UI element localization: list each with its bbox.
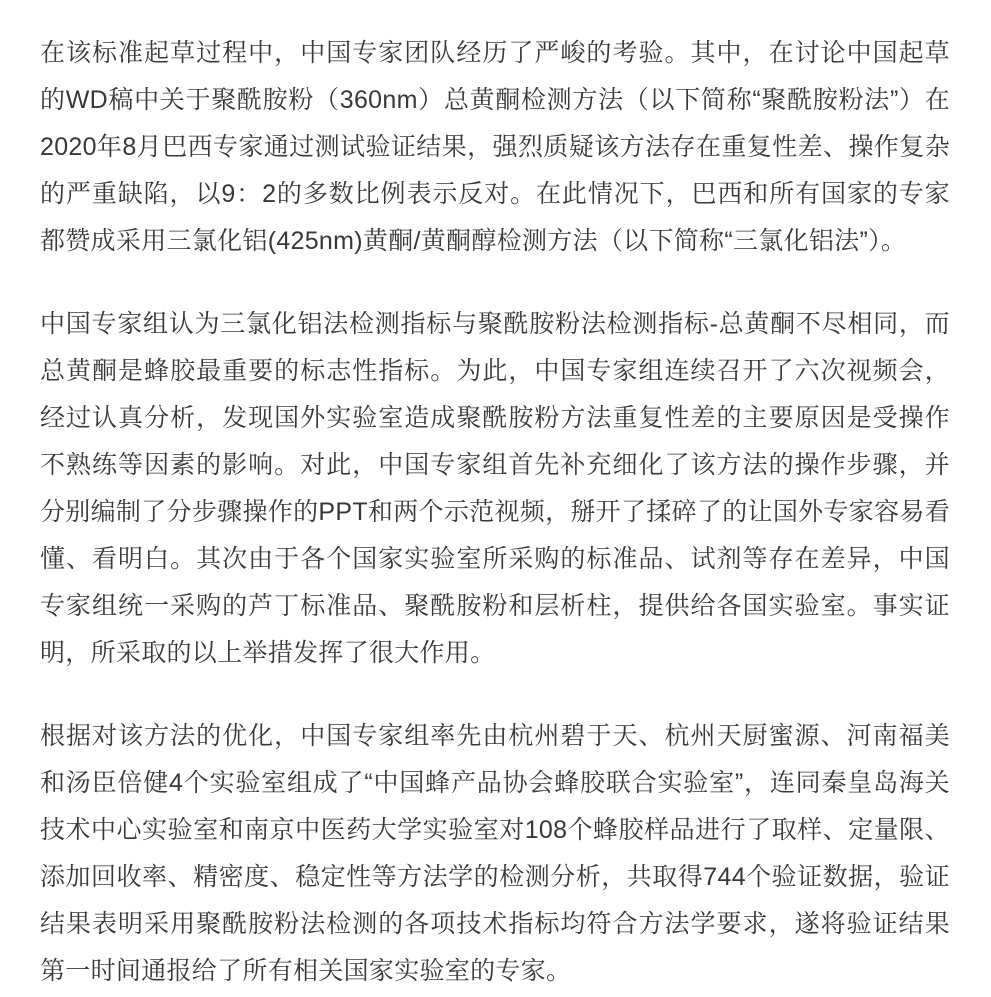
paragraph-joint-lab-verification: 根据对该方法的优化，中国专家组率先由杭州碧于天、杭州天厨蜜源、河南福美和汤臣倍健4个实验室组成了“中国蜂产品协会蜂胶联合实验室”，连同秦皇岛海关技术中心实验室和南京中医药大学实验室对108个蜂胶样品进行了取样、定量限、添加回收率、精密度、稳定性等方法学的检测分析，共取得744个验证数据，验证结果表明采用聚酰胺粉法检测的各项技术指标均符合方法学要求，遂将验证结果第一时间通报给了所有相关国家实验室的专家。 (40, 722, 950, 985)
paragraph-expert-group-optimization: 中国专家组认为三氯化铝法检测指标与聚酰胺粉法检测指标-总黄酮不尽相同，而总黄酮是蜂胶最重要的标志性指标。为此，中国专家组连续召开了六次视频会，经过认真分析，发现国外实验室造成聚酰胺粉方法重复性差的主要原因是受操作不熟练等因素的影响。对此，中国专家组首先补充细化了该方法的操作步骤，并分别编制了分步骤操作的PPT和两个示范视频，掰开了揉碎了的让国外专家容易看懂、看明白。其次由于各个国家实验室所采购的标准品、试剂等存在差异，中国专家组统一采购的芦丁标准品、聚酰胺粉和层析柱，提供给各国实验室。事实证明，所采取的以上举措发挥了很大作用。 (40, 310, 950, 667)
paragraph-standard-drafting-challenge: 在该标准起草过程中，中国专家团队经历了严峻的考验。其中，在讨论中国起草的WD稿中关于聚酰胺粉（360nm）总黄酮检测方法（以下简称“聚酰胺粉法”）在2020年8月巴西专家通过测试验证结果，强烈质疑该方法存在重复性差、操作复杂的严重缺陷，以9：2的多数比例表示反对。在此情况下，巴西和所有国家的专家都赞成采用三氯化铝(425nm)黄酮/黄酮醇检测方法（以下简称“三氯化铝法”）。 (40, 39, 950, 255)
